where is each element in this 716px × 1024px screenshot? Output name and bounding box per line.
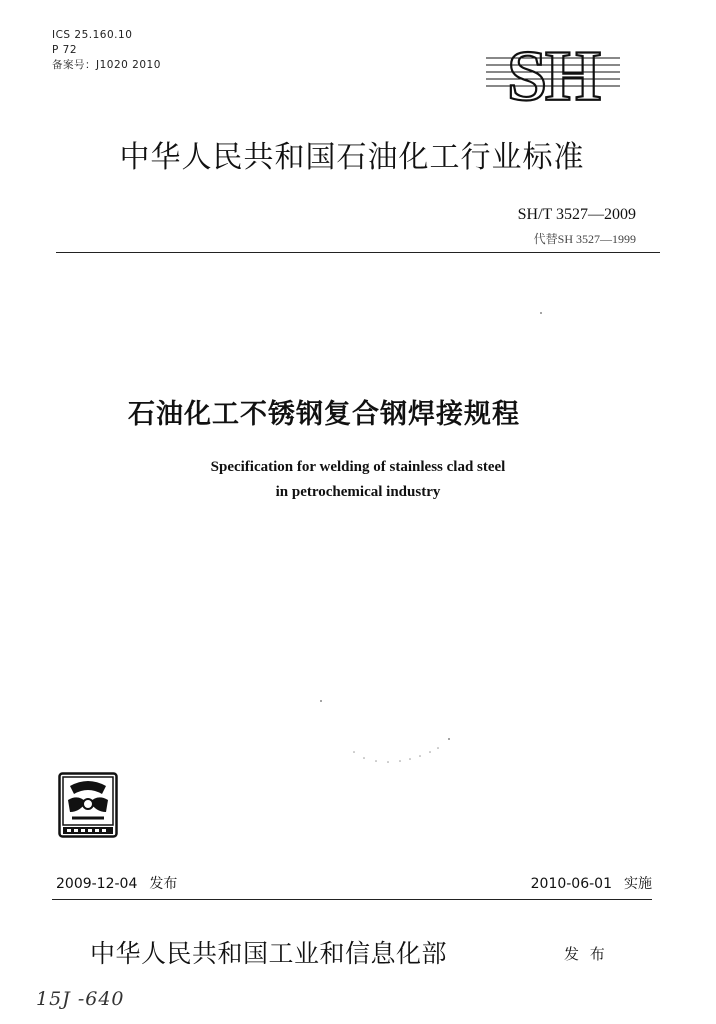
title-en-line1: Specification for welding of stainless clad steel <box>210 459 506 475</box>
ccs-code: P 72 <box>52 44 78 56</box>
category-title-text: 中华人民共和国石油化工行业标准 <box>119 140 585 175</box>
issue-label: 发布 <box>149 876 178 892</box>
issuing-authority: 中华人民共和国工业和信息化部 <box>90 939 448 968</box>
title-en-line2: in petrochemical industry <box>275 484 441 500</box>
issuing-label: 发 布 <box>564 945 608 963</box>
scan-marks <box>350 740 450 770</box>
logo-text: SH <box>506 38 600 106</box>
ministry-seal-icon <box>58 772 118 838</box>
issue-date: 2009-12-04 <box>56 876 138 892</box>
record-number: 备案号：J1020 2010 <box>52 59 161 71</box>
footer-divider <box>52 899 652 900</box>
ics-code: ICS 25.160.10 <box>52 29 133 41</box>
issue-date-group <box>56 873 177 893</box>
implement-date-group <box>531 873 652 893</box>
classification-codes <box>52 28 161 73</box>
implement-label: 实施 <box>624 876 652 892</box>
document-title-en <box>0 455 716 505</box>
standard-category-title <box>0 132 716 176</box>
replaces-standard: 代替SH 3527—1999 <box>533 232 636 246</box>
document-title-zh <box>0 392 716 431</box>
handwritten-note: 15J -640 <box>36 988 125 1010</box>
sh-logo-icon <box>478 38 628 106</box>
scan-speck <box>540 312 542 314</box>
implement-date: 2010-06-01 <box>530 876 612 892</box>
title-zh-text: 石油化工不锈钢复合钢焊接规程 <box>128 399 520 430</box>
standard-number: SH/T 3527—2009 <box>517 206 636 223</box>
scan-speck <box>320 700 322 702</box>
header-divider <box>56 252 660 253</box>
